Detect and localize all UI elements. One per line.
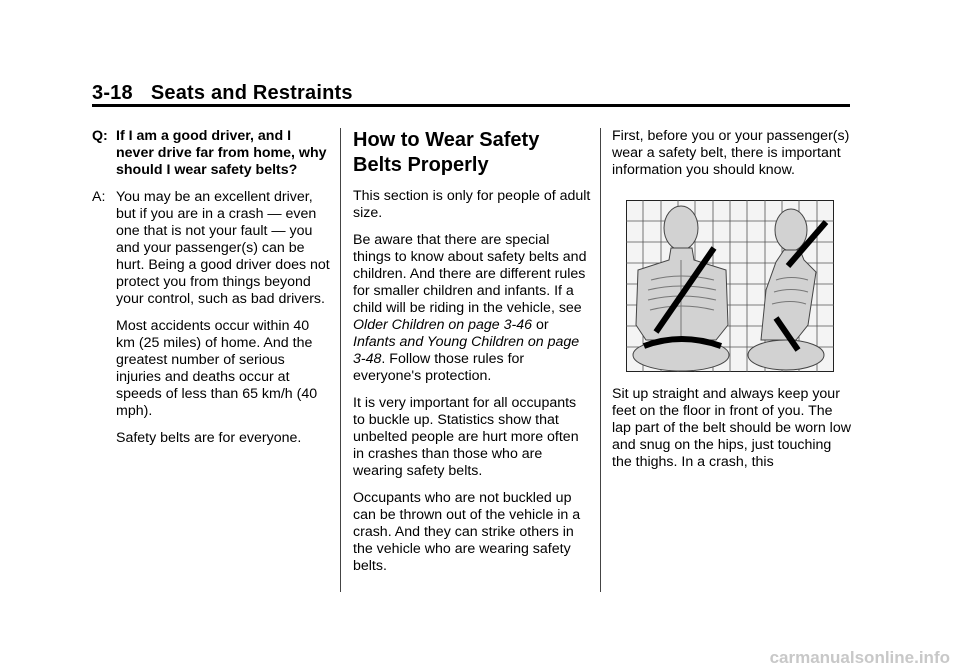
paragraph-children	[353, 232, 591, 385]
column-divider-1	[340, 128, 341, 592]
paragraph-children-text: Be aware that there are special things to know about safety belts and children. And there are different rules for smaller children and infants. If a child will be riding in the vehicle, see	[353, 232, 587, 316]
column-3	[612, 128, 854, 481]
paragraph-thrown-out: Occupants who are not buckled up can be thrown out of the vehicle in a crash. And they can strike others in the vehicle who are wearing safety belts.	[353, 490, 581, 574]
column-2	[353, 128, 591, 585]
answer-text: You may be an excellent driver, but if you are in a crash — even one that is not your fault — you and your passenger(s) can be hurt. Being a good driver does not protect you from things beyond your control, such as bad drivers.	[116, 189, 330, 307]
answer-label: A:	[92, 189, 106, 205]
question-text: If I am a good driver, and I never drive far from home, why should I wear safety belts?	[116, 128, 327, 178]
paragraph-children-end: . Follow those rules for everyone's protection.	[353, 351, 525, 384]
header-rule	[92, 104, 850, 107]
link-older-children[interactable]: Older Children on page 3-46	[353, 317, 533, 333]
paragraph-statistics: It is very important for all occupants to buckle up. Statistics show that unbelted people are hurt more often in crashes than those who are wearing safety belts.	[353, 395, 579, 479]
safety-belt-illustration	[626, 200, 834, 372]
section-title: Seats and Restraints	[150, 82, 353, 104]
paragraph-children-conjunction: or	[532, 317, 549, 333]
section-heading: How to Wear Safety Belts Properly	[353, 129, 540, 176]
column-divider-2	[600, 128, 601, 592]
watermark: carmanualsonline.info	[769, 648, 950, 667]
answer-paragraph-2: Most accidents occur within 40 km (25 miles) of home. And the greatest number of serious injuries and deaths occur at speeds of less than 65 km/h (40 mph).	[116, 318, 318, 419]
link-infants-young-children[interactable]: Infants and Young Children on page 3-48	[353, 334, 580, 367]
paragraph-adult-size: This section is only for people of adult size.	[353, 188, 591, 221]
answer-block	[92, 189, 330, 308]
question-label: Q:	[92, 128, 108, 144]
paragraph-sit-straight: Sit up straight and always keep your feet on the floor in front of you. The lap part of the belt should be worn low and snug on the hips, just touching the thighs. In a crash, this	[612, 386, 851, 470]
paragraph-before-wearing: First, before you or your passenger(s) wear a safety belt, there is important information you should know.	[612, 128, 850, 178]
column-1	[92, 128, 330, 457]
question-block	[92, 128, 330, 179]
page-number: 3-18	[92, 82, 133, 104]
answer-paragraph-3: Safety belts are for everyone.	[116, 430, 302, 446]
page-header	[92, 82, 353, 105]
